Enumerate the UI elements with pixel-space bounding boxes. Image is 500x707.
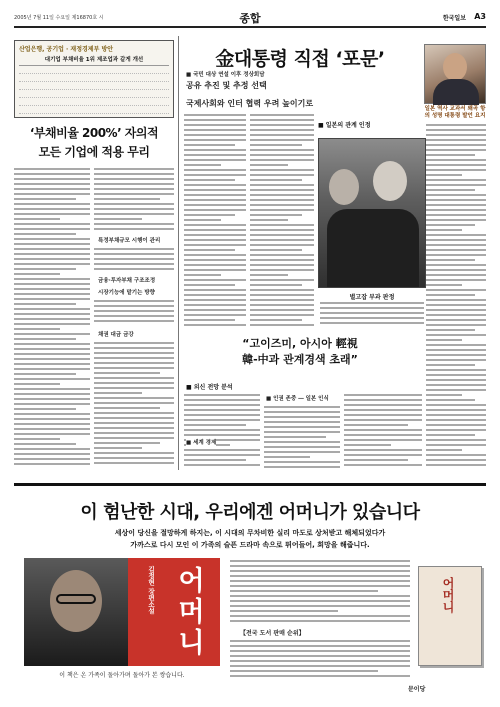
left-col-b-text-mid — [94, 248, 174, 272]
quote-subhead: ■ 외신 전망 분석 — [186, 384, 233, 391]
ad-copy-line-2: 가까스로 다시 모인 이 가족의 슬픈 드라마 속으로 뛰어들어, 희망을 해줍니다. — [130, 541, 370, 549]
main-col-b-text — [250, 114, 314, 330]
left-col-b-text-bottom — [94, 342, 174, 468]
lower-subhead-1: ■ 인권 존중 ― 일본 인식 — [266, 396, 329, 402]
main-subhead-2: 국제사회와 인터 협력 우려 높이기로 — [186, 99, 314, 108]
lower-col-c-text — [344, 394, 422, 470]
info-box-table — [19, 65, 169, 113]
book-cover — [418, 566, 482, 666]
ad-headline: 이 험난한 시대, 우리에겐 어머니가 있습니다 — [80, 502, 420, 523]
ad-author: 김정현 장편소설 — [147, 566, 155, 614]
newspaper-name: 한국일보 — [442, 15, 466, 22]
page-header — [14, 8, 486, 28]
ad-text-block — [230, 560, 410, 624]
left-headline-line-2: 모든 기업에 적용 무리 — [38, 145, 150, 159]
sidebar-text — [426, 124, 486, 470]
pull-quote-4: 채권 대금 금강 — [98, 332, 134, 338]
left-col-b-text-top — [94, 168, 174, 232]
column-divider — [178, 36, 179, 470]
page-number: A3 — [474, 12, 486, 21]
book-advertisement — [14, 483, 486, 699]
info-box — [14, 40, 174, 118]
ad-book-title: 어머니 — [173, 566, 204, 659]
info-box-title: 산업은행, 공기업 · 재정경제부 방안 — [19, 46, 114, 53]
president-portrait — [424, 44, 486, 104]
pull-quote-3: 시장기능에 맡기는 방향 — [98, 290, 155, 296]
ad-footer: 이 책은 온 가족이 돌아가며 돌아가 본 쌍습니다. — [59, 672, 185, 679]
photo-caption-text — [320, 302, 424, 328]
ad-sub-head: 【전국 도서 판매 순위】 — [240, 630, 305, 637]
left-col-b-text-low — [94, 300, 174, 326]
publisher-name: 문이당 — [408, 686, 426, 693]
main-headline: 金대통령 직접 ‘포문’ — [215, 48, 385, 70]
quote-line-2: 韓-中과 관계경색 초래” — [242, 353, 358, 366]
main-mid-subhead: ■ 일본의 관계 인정 — [318, 122, 371, 129]
info-box-subtitle: 대기업 부채비율 1위 제조업과 같게 개선 — [44, 57, 144, 63]
photo-caption-head: 별고잡 부과 판정 — [349, 294, 395, 301]
left-col-a-text — [14, 168, 90, 468]
ad-text-block-2 — [230, 640, 410, 680]
sidebar-title: 일본 역사 교과서 왜곡 항의 성명 대통령 발언 요지 — [424, 106, 486, 119]
lower-subhead-2: ■ 세계 경제 — [186, 440, 217, 446]
quote-headline — [180, 336, 420, 376]
author-photo — [24, 558, 128, 666]
main-subhead-1: 공유 추진 및 추정 선택 — [186, 81, 267, 90]
news-photo — [318, 138, 426, 288]
book-cover-title: 어머니 — [441, 577, 455, 613]
ad-copy-line-1: 세상이 당신을 절망하게 하지는, 이 시대의 무차비한 실리 마도로 상처받고 해체되었다가 — [114, 529, 386, 537]
lower-col-b-text — [264, 406, 340, 470]
pull-quote-2: 금융·투자부채 구조조정 — [98, 278, 156, 284]
lower-col-a-text — [184, 394, 260, 470]
issue-date: 2005년 7월 11일 수요일 제16870호 시 — [14, 15, 104, 21]
left-headline — [14, 124, 174, 162]
pull-quote-1: 특정부채규모 시행이 관리 — [98, 238, 161, 244]
main-kicker: ■ 국민 대상 연설 이후 정상회담 — [186, 72, 265, 78]
main-col-a-text — [184, 114, 246, 330]
left-headline-line-1: ‘부채비율 200%’ 자의적 — [29, 126, 159, 140]
section-title: 종합 — [239, 12, 261, 25]
quote-line-1: “고이즈미, 아시아 輕視 — [242, 337, 358, 350]
